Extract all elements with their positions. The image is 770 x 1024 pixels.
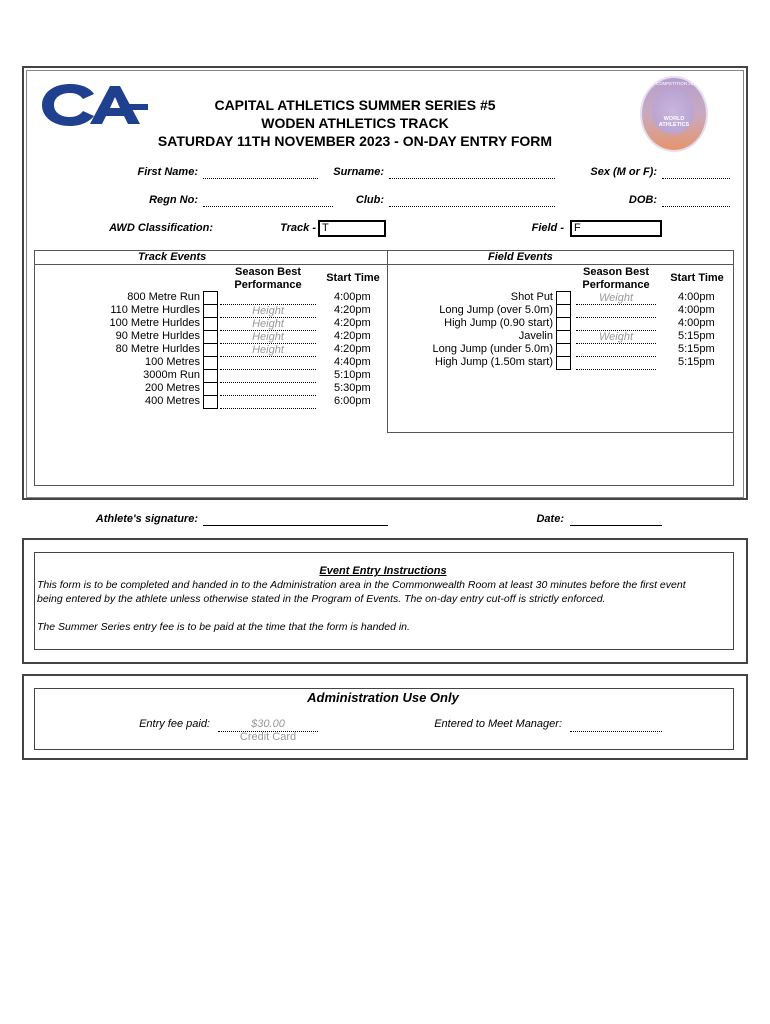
event-checkbox[interactable] xyxy=(203,356,218,370)
field-perf-header: Season Best Performance xyxy=(582,266,650,291)
event-checkbox[interactable] xyxy=(556,330,571,344)
start-time: 4:00pm xyxy=(678,317,715,329)
club-label: Club: xyxy=(355,194,384,206)
entry-fee-value[interactable]: $30.00 xyxy=(218,718,318,732)
events-header-divider xyxy=(35,264,733,265)
track-code-box[interactable]: T xyxy=(318,220,386,237)
start-time: 4:00pm xyxy=(678,291,715,303)
event-name: 80 Metre Hurldes xyxy=(115,343,200,355)
event-name: Long Jump (over 5.0m) xyxy=(439,304,553,316)
event-name: 110 Metre Hurdles xyxy=(110,304,200,316)
event-checkbox[interactable] xyxy=(556,317,571,331)
event-name: Long Jump (under 5.0m) xyxy=(432,343,553,355)
event-checkbox[interactable] xyxy=(556,343,571,357)
capital-athletics-logo xyxy=(40,80,150,130)
athlete-signature-label: Athlete's signature: xyxy=(95,513,198,525)
season-best-field[interactable] xyxy=(220,357,316,370)
sex-label: Sex (M or F): xyxy=(590,166,657,178)
track-label: Track - xyxy=(280,222,316,234)
start-time: 4:00pm xyxy=(334,291,371,303)
event-checkbox[interactable] xyxy=(203,343,218,357)
event-name: 100 Metre Hurldes xyxy=(109,317,200,329)
start-time: 5:10pm xyxy=(334,369,371,381)
regn-no-label: Regn No: xyxy=(149,194,198,206)
start-time: 5:15pm xyxy=(678,330,715,342)
event-name: 800 Metre Run xyxy=(127,291,200,303)
event-checkbox[interactable] xyxy=(203,291,218,305)
track-events-heading: Track Events xyxy=(138,251,207,263)
track-time-header: Start Time xyxy=(326,272,380,284)
start-time: 4:40pm xyxy=(334,356,371,368)
season-best-field[interactable]: Height xyxy=(220,344,316,357)
event-name: Shot Put xyxy=(510,291,553,303)
surname-field[interactable] xyxy=(389,178,555,179)
season-best-field[interactable] xyxy=(220,396,316,409)
track-perf-header: Season Best Performance xyxy=(234,266,302,291)
entry-fee-method: Credit Card xyxy=(239,731,297,743)
badge-ring-text: COMPETITION 2023 xyxy=(655,81,699,86)
date-label: Date: xyxy=(536,513,564,525)
event-checkbox[interactable] xyxy=(203,395,218,409)
field-time-header: Start Time xyxy=(670,272,724,284)
meet-manager-label: Entered to Meet Manager: xyxy=(434,718,562,730)
start-time: 5:30pm xyxy=(334,382,371,394)
title-line-1: CAPITAL ATHLETICS SUMMER SERIES #5 xyxy=(214,97,496,113)
event-name: High Jump (0.90 start) xyxy=(444,317,553,329)
season-best-field[interactable]: Weight xyxy=(576,331,656,344)
start-time: 4:20pm xyxy=(334,304,371,316)
event-checkbox[interactable] xyxy=(556,304,571,318)
badge-text: WORLD ATHLETICS xyxy=(658,116,690,128)
event-name: 90 Metre Hurldes xyxy=(115,330,200,342)
instructions-line-1: This form is to be completed and handed in to the Administration area in the Commonwealth Room at least 30 minutes before the first event xyxy=(37,579,686,591)
admin-heading: Administration Use Only xyxy=(307,690,459,705)
sex-field[interactable] xyxy=(662,178,730,179)
field-events-bottom xyxy=(387,432,733,433)
instructions-line-2: being entered by the athlete unless otherwise stated in the Program of Events. The on-day entry cut-off is strictly enforced. xyxy=(37,593,606,605)
start-time: 4:20pm xyxy=(334,343,371,355)
start-time: 5:15pm xyxy=(678,356,715,368)
season-best-field[interactable] xyxy=(576,305,656,318)
surname-label: Surname: xyxy=(333,166,384,178)
event-checkbox[interactable] xyxy=(556,291,571,305)
event-name: High Jump (1.50m start) xyxy=(435,356,553,368)
event-checkbox[interactable] xyxy=(203,304,218,318)
first-name-field[interactable] xyxy=(203,178,318,179)
event-checkbox[interactable] xyxy=(203,382,218,396)
date-field[interactable] xyxy=(570,525,662,526)
season-best-field[interactable] xyxy=(576,357,656,370)
event-name: Javelin xyxy=(518,330,553,342)
season-best-field[interactable] xyxy=(220,292,316,305)
events-column-divider xyxy=(387,250,388,432)
season-best-field[interactable] xyxy=(220,370,316,383)
first-name-label: First Name: xyxy=(137,166,198,178)
event-name: 3000m Run xyxy=(143,369,200,381)
regn-no-field[interactable] xyxy=(203,206,333,207)
dob-field[interactable] xyxy=(662,206,730,207)
title-line-2: WODEN ATHLETICS TRACK xyxy=(261,115,449,131)
season-best-field[interactable] xyxy=(576,344,656,357)
start-time: 5:15pm xyxy=(678,343,715,355)
event-checkbox[interactable] xyxy=(556,356,571,370)
season-best-field[interactable]: Height xyxy=(220,305,316,318)
season-best-field[interactable] xyxy=(220,383,316,396)
season-best-field[interactable] xyxy=(576,318,656,331)
season-best-field[interactable]: Weight xyxy=(576,292,656,305)
start-time: 4:20pm xyxy=(334,330,371,342)
season-best-field[interactable]: Height xyxy=(220,331,316,344)
event-checkbox[interactable] xyxy=(203,317,218,331)
dob-label: DOB: xyxy=(628,194,657,206)
athlete-signature-field[interactable] xyxy=(203,525,388,526)
event-name: 400 Metres xyxy=(144,395,200,407)
instructions-line-3: The Summer Series entry fee is to be paid at the time that the form is handed in. xyxy=(37,621,410,633)
entry-fee-label: Entry fee paid: xyxy=(139,718,210,730)
field-code-box[interactable]: F xyxy=(570,220,662,237)
start-time: 4:20pm xyxy=(334,317,371,329)
event-name: 200 Metres xyxy=(144,382,200,394)
club-field[interactable] xyxy=(389,206,555,207)
season-best-field[interactable]: Height xyxy=(220,318,316,331)
instructions-heading: Event Entry Instructions xyxy=(319,565,447,577)
meet-manager-field[interactable] xyxy=(570,731,662,732)
field-label: Field - xyxy=(531,222,564,234)
event-checkbox[interactable] xyxy=(203,330,218,344)
start-time: 4:00pm xyxy=(678,304,715,316)
title-line-3: SATURDAY 11TH NOVEMBER 2023 - ON-DAY ENTRY FORM xyxy=(157,133,553,149)
start-time: 6:00pm xyxy=(334,395,371,407)
event-checkbox[interactable] xyxy=(203,369,218,383)
awd-label: AWD Classification: xyxy=(109,222,213,234)
field-events-heading: Field Events xyxy=(488,251,553,263)
event-name: 100 Metres xyxy=(144,356,200,368)
